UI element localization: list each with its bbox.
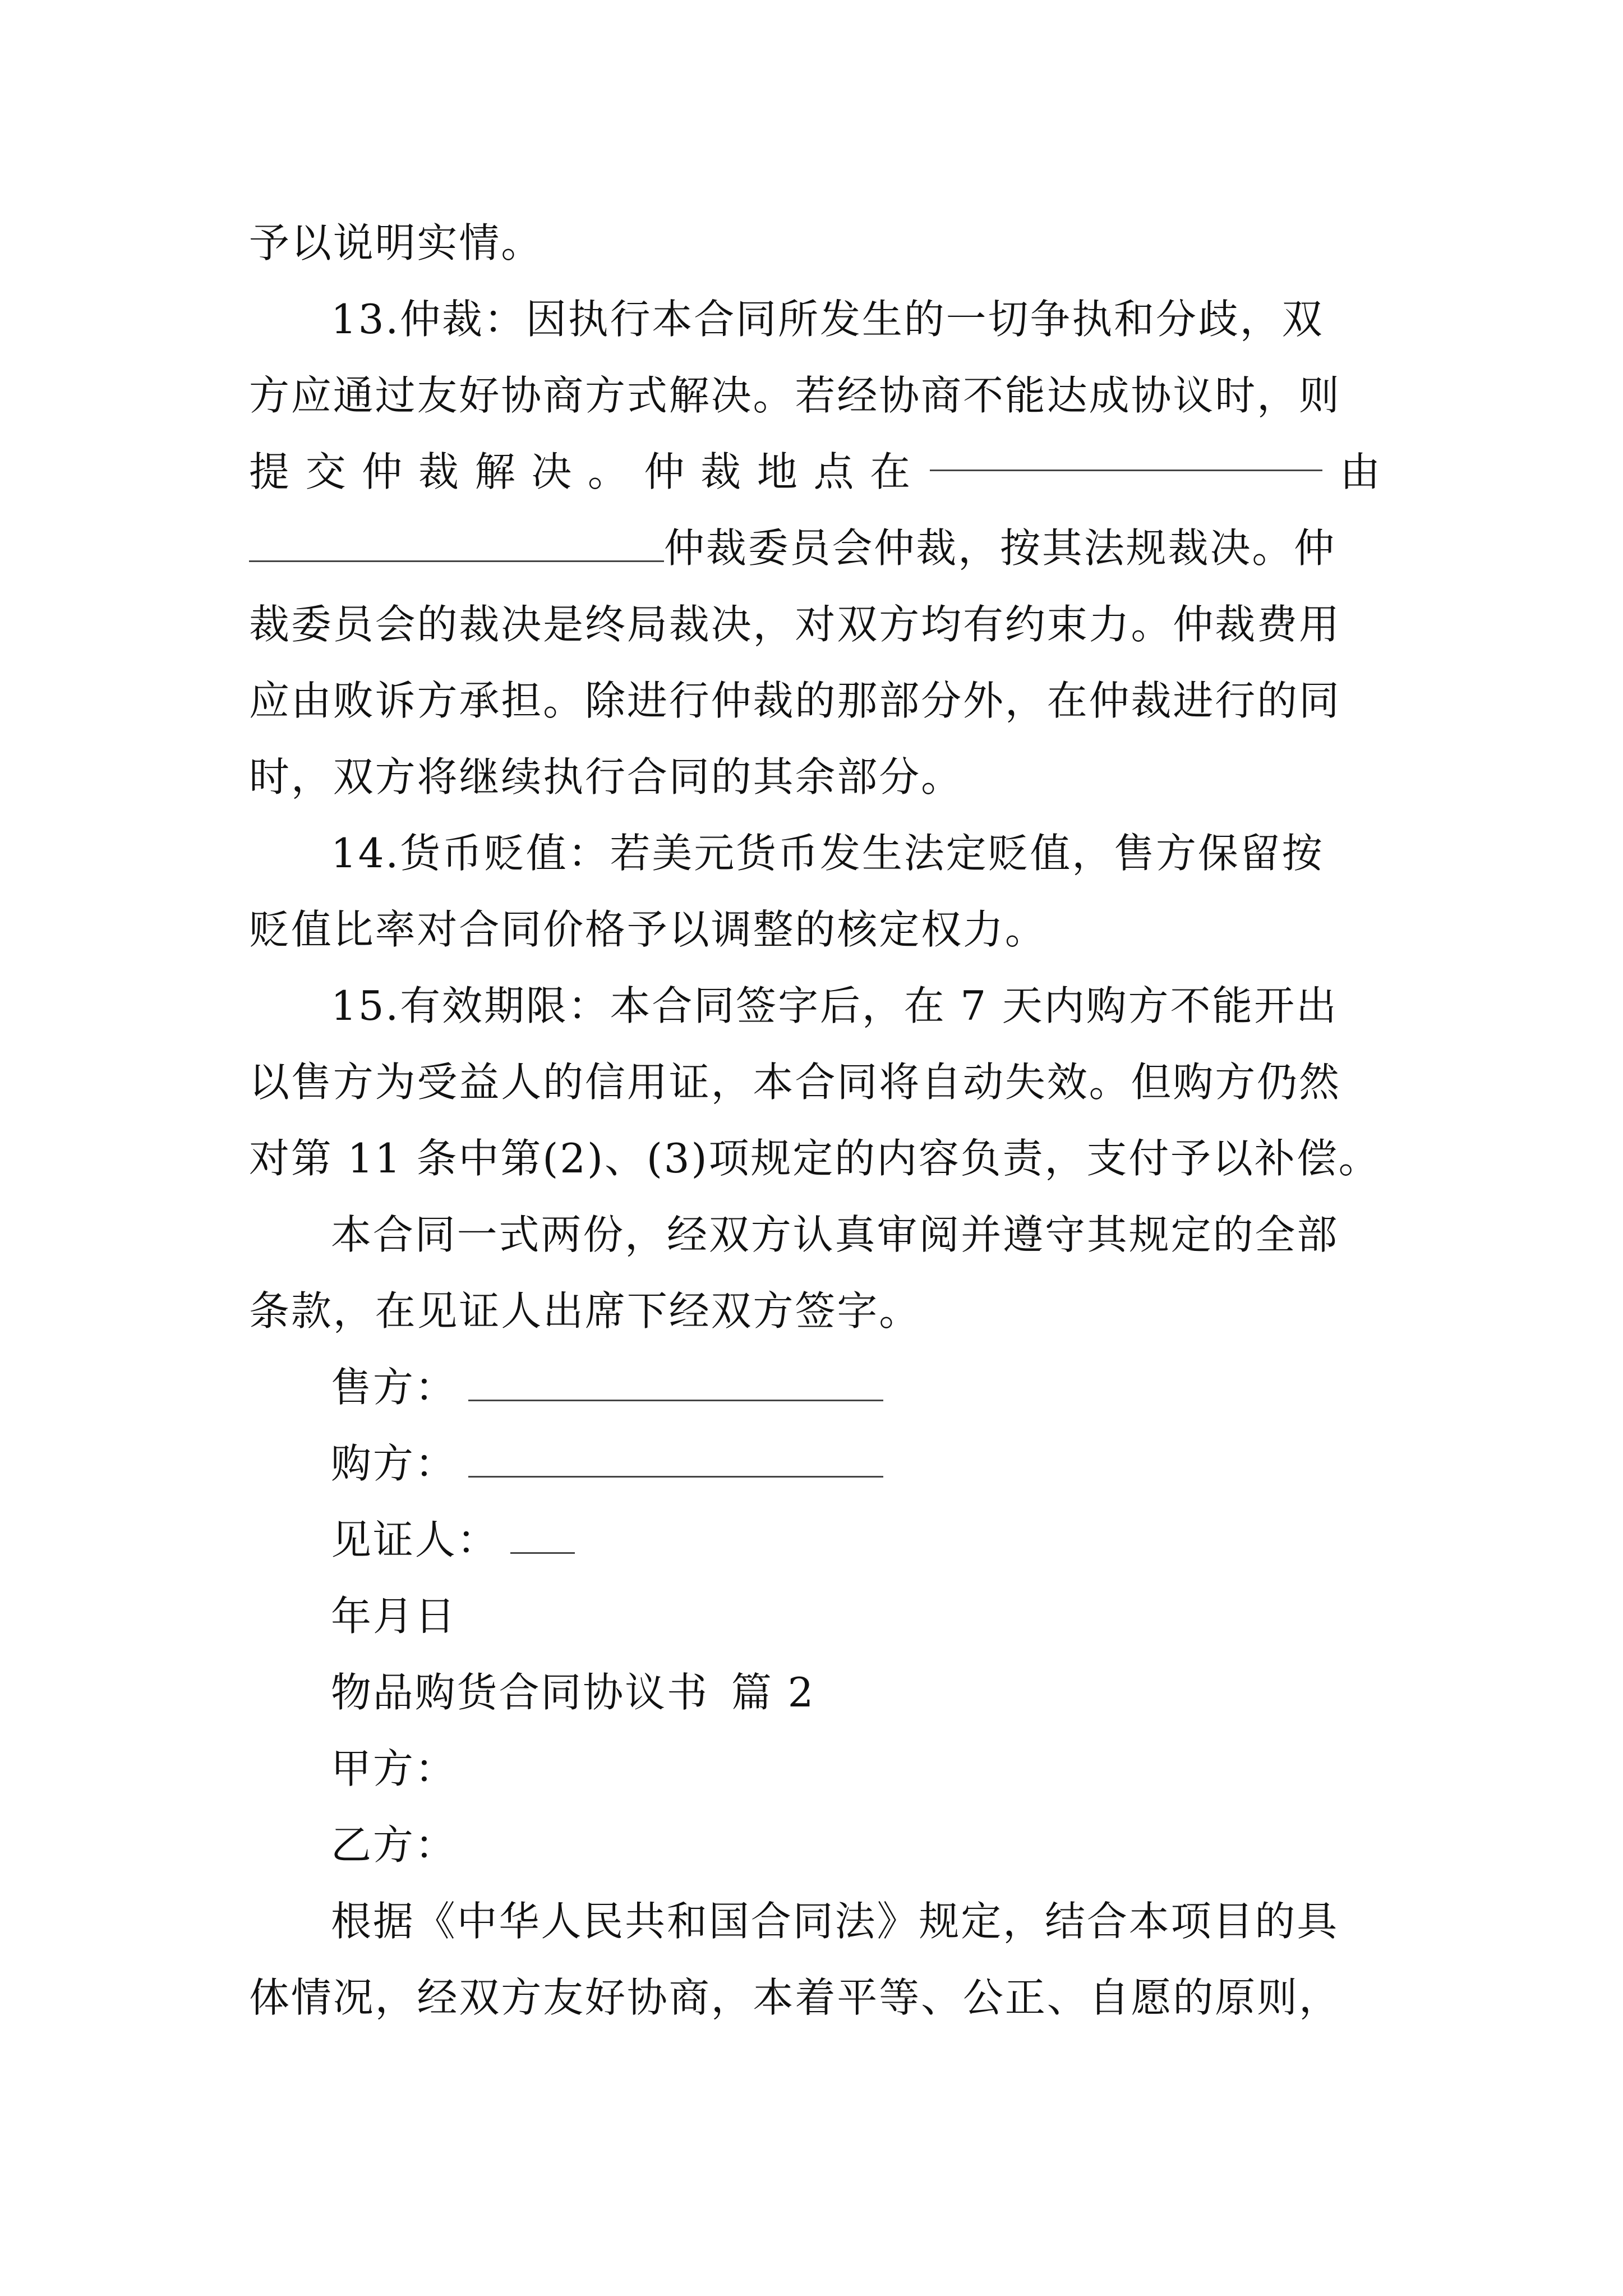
clause-14-heading: 14.货币贬值：若美元货币发生法定贬值，售方保留按	[331, 830, 1324, 877]
buyer-label: 购方：	[331, 1440, 457, 1487]
arbitration-location-line	[249, 434, 1382, 510]
text-line: 方应通过友好协商方式解决。若经协商不能达成协议时，则	[249, 372, 1341, 419]
witness-label: 见证人：	[331, 1516, 499, 1563]
text-line: 应由败诉方承担。除进行仲裁的那部分外，在仲裁进行的同	[249, 677, 1341, 724]
document-page	[249, 205, 1382, 2036]
party-a-line: 甲方：	[331, 1745, 457, 1792]
text-line: 时，双方将继续执行合同的其余部分。	[249, 753, 963, 800]
text-line: 体情况，经双方友好协商，本着平等、公正、自愿的原则，	[249, 1974, 1341, 2021]
text-line: 贬值比率对合同价格予以调整的核定权力。	[249, 906, 1047, 953]
section-title	[249, 1654, 1382, 1731]
text-segment: 提 交 仲 裁 解 决 。 仲 裁 地 点 在	[249, 448, 912, 495]
arbitration-committee-blank[interactable]	[249, 524, 664, 562]
witness-signature-blank[interactable]	[510, 1516, 575, 1554]
witness-signature-line	[249, 1502, 1382, 1578]
text-line: 本合同一式两份，经双方认真审阅并遵守其规定的全部	[331, 1211, 1339, 1258]
text-line: 裁委员会的裁决是终局裁决，对双方均有约束力。仲裁费用	[249, 601, 1341, 648]
text-line: 对第 11 条中第(2)、(3)项规定的内容负责，支付予以补偿。	[249, 1135, 1381, 1182]
buyer-signature-line	[249, 1425, 1382, 1502]
text-line: 条款，在见证人出席下经双方签字。	[249, 1287, 921, 1335]
clause-15-heading: 15.有效期限：本合同签字后，在 7 天内购方不能开出	[331, 982, 1338, 1029]
party-b-line: 乙方：	[331, 1821, 457, 1869]
arbitration-location-blank[interactable]	[930, 434, 1322, 471]
date-line: 年月日	[331, 1593, 457, 1640]
text-line: 根据《中华人民共和国合同法》规定，结合本项目的具	[331, 1898, 1339, 1945]
section-number: 篇 2	[731, 1669, 815, 1716]
seller-signature-blank[interactable]	[468, 1364, 883, 1401]
text-line: 予以说明实情。	[249, 219, 543, 266]
arbitration-committee-line	[249, 510, 1382, 586]
buyer-signature-blank[interactable]	[468, 1440, 883, 1478]
text-line: 以售方为受益人的信用证，本合同将自动失效。但购方仍然	[249, 1059, 1341, 1106]
text-segment: 仲裁委员会仲裁，按其法规裁决。仲	[664, 524, 1336, 572]
section-title-text: 物品购货合同协议书	[331, 1669, 709, 1716]
clause-13-heading: 13.仲裁：因执行本合同所发生的一切争执和分歧，双	[331, 296, 1324, 343]
seller-label: 售方：	[331, 1364, 457, 1411]
seller-signature-line	[249, 1349, 1382, 1425]
text-segment: 由	[1340, 448, 1382, 495]
